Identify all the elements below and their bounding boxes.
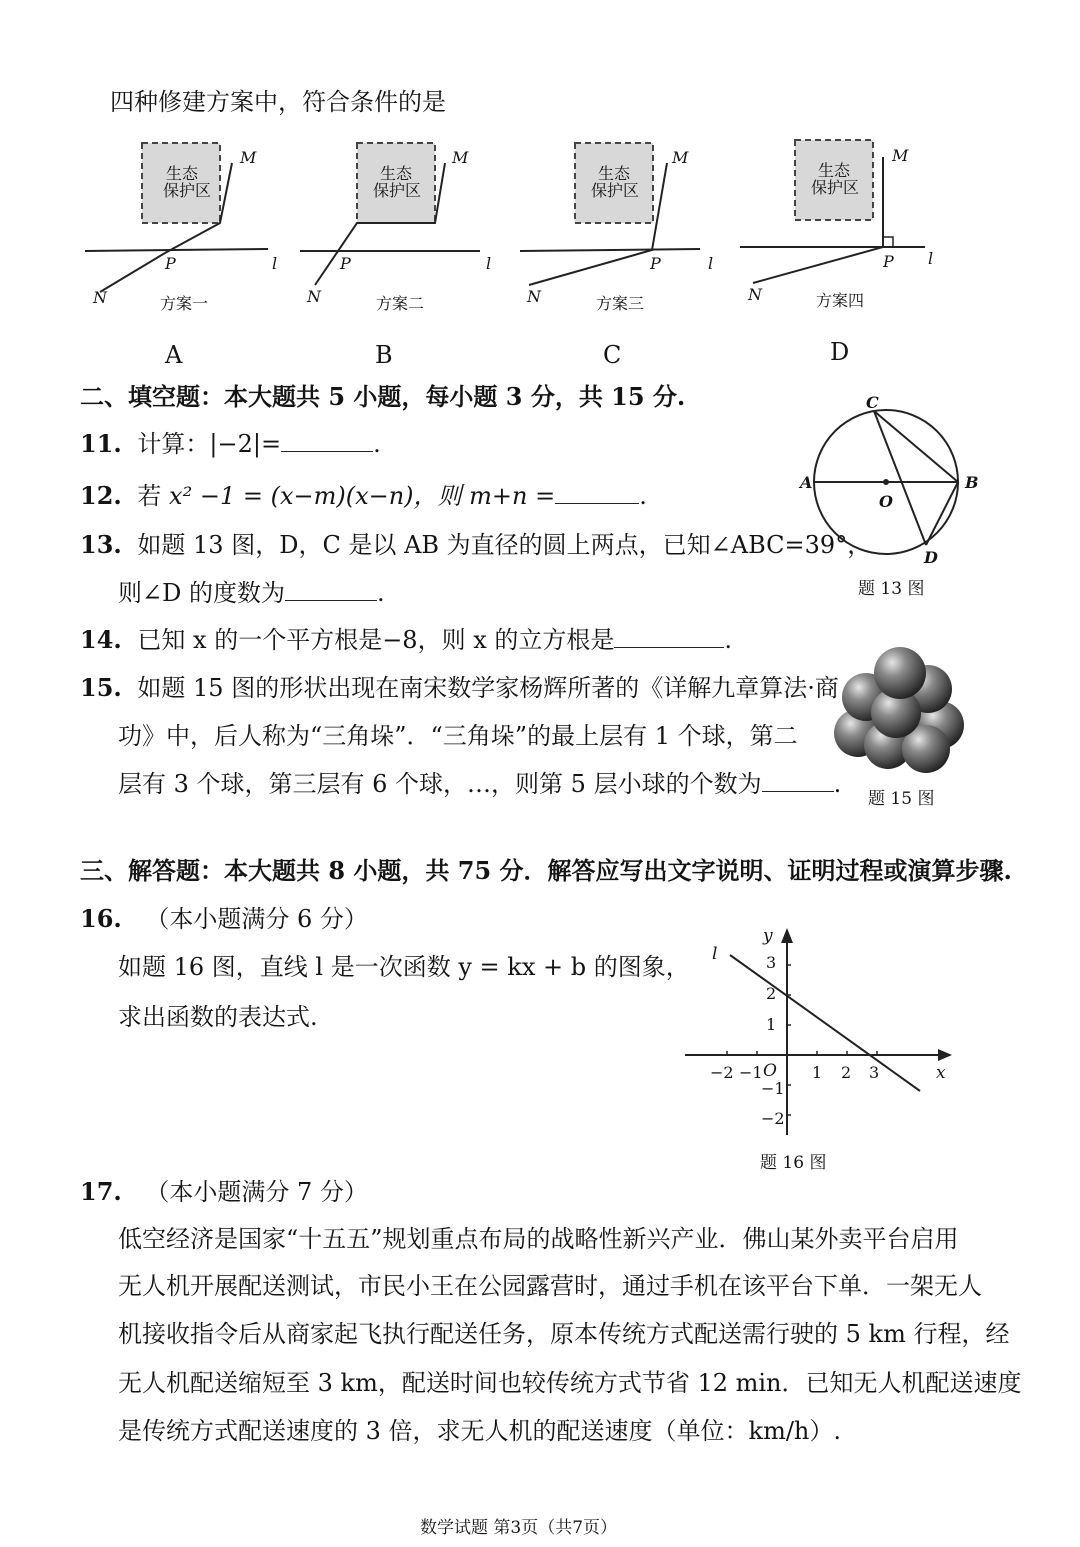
y-tick-neg1: −1: [761, 1079, 785, 1098]
option-D[interactable]: D: [830, 338, 850, 366]
point-N-1: N: [93, 288, 107, 307]
option-B[interactable]: B: [375, 341, 393, 369]
zone-label-2: 保护区: [591, 181, 640, 200]
question-17-line4: 无人机配送缩短至 3 km，配送时间也较传统方式节省 12 min．已知无人机配送速度: [118, 1369, 1022, 1397]
point-B: B: [965, 473, 979, 492]
question-17-line1: 低空经济是国家“十五五”规划重点布局的战略性新兴产业．佛山某外卖平台启用: [118, 1225, 959, 1253]
plan-4-label: 方案四: [816, 291, 865, 310]
plan-1-label: 方案一: [160, 294, 209, 313]
line-l-label-3: l: [708, 254, 714, 273]
question-10-stem: 四种修建方案中，符合条件的是: [110, 88, 446, 116]
answer-blank-12[interactable]: [555, 501, 639, 504]
question-17-line2: 无人机开展配送测试，市民小王在公园露营时，通过手机在该平台下单．一架无人: [118, 1272, 982, 1300]
origin-label: O: [763, 1061, 777, 1081]
y-tick-1: 1: [766, 1015, 777, 1034]
answer-blank-14[interactable]: [614, 645, 724, 648]
section-3-heading: 三、解答题：本大题共 8 小题，共 75 分．解答应写出文字说明、证明过程或演算步骤.: [80, 856, 1012, 885]
question-15: 15. 如题 15 图的形状出现在南宋数学家杨辉所著的《详解九章算法·商: [80, 673, 839, 702]
x-tick-neg2: −2: [710, 1063, 734, 1082]
figure-15-caption: 题 15 图: [868, 789, 935, 809]
option-C[interactable]: C: [603, 341, 622, 369]
figure-15: [830, 645, 970, 780]
question-13-line2: 则∠D 的度数为 .: [118, 579, 385, 607]
x-axis-label: x: [936, 1063, 946, 1083]
x-tick-1: 1: [812, 1063, 823, 1082]
zone-label-1: 生态: [817, 161, 850, 180]
point-N-2: N: [307, 287, 321, 306]
question-16-header: 16. （本小题满分 6 分）: [80, 904, 368, 933]
section-2-heading: 二、填空题：本大题共 5 小题，每小题 3 分，共 15 分.: [80, 382, 686, 411]
y-axis-label: y: [763, 926, 773, 946]
y-tick-2: 2: [766, 984, 777, 1003]
center-dot: [883, 479, 889, 485]
line-l: [520, 249, 700, 251]
segment-CB: [874, 411, 958, 482]
zone-label-2: 保护区: [811, 178, 860, 197]
y-tick-neg2: −2: [761, 1109, 785, 1128]
point-P-2: P: [340, 254, 351, 273]
point-M-1: M: [240, 148, 257, 167]
plan-2-label: 方案二: [376, 294, 425, 313]
question-17-header: 17. （本小题满分 7 分）: [80, 1177, 368, 1206]
answer-blank-11[interactable]: [281, 449, 373, 452]
option-A[interactable]: A: [165, 341, 183, 369]
point-P-4: P: [883, 252, 894, 271]
question-14: 14. 已知 x 的一个平方根是−8，则 x 的立方根是 .: [80, 625, 733, 654]
figure-13-caption: 题 13 图: [858, 579, 925, 599]
question-13: 13. 如题 13 图，D，C 是以 AB 为直径的圆上两点，已知∠ABC=39°，: [80, 530, 872, 559]
zone-label-1: 生态: [379, 164, 412, 183]
point-N-3: N: [527, 287, 541, 306]
segment-DB: [926, 482, 958, 545]
question-17-line3: 机接收指令后从商家起飞执行配送任务，原本传统方式配送需行驶的 5 km 行程，经: [118, 1320, 1010, 1348]
answer-blank-15[interactable]: [762, 789, 834, 792]
zone-label-2: 保护区: [373, 181, 422, 200]
point-A: A: [800, 473, 813, 492]
y-tick-3: 3: [766, 953, 777, 972]
y-axis-arrow: [781, 928, 793, 943]
question-11: 11. 计算：|−2|= .: [80, 429, 381, 458]
right-angle-mark: [883, 237, 893, 247]
point-M-4: M: [892, 146, 909, 165]
question-16-line2: 求出函数的表达式.: [118, 1003, 318, 1031]
question-15-line3: 层有 3 个球，第三层有 6 个球，…，则第 5 层小球的个数为 .: [118, 770, 842, 798]
question-16-line1: 如题 16 图，直线 l 是一次函数 y = kx + b 的图象，: [118, 953, 690, 981]
x-tick-neg1: −1: [739, 1063, 763, 1082]
plan-3-label: 方案三: [596, 294, 645, 313]
zone-label-1: 生态: [165, 164, 198, 183]
question-15-line2: 功》中，后人称为“三角垛”．“三角垛”的最上层有 1 个球，第二: [118, 722, 798, 750]
point-M-2: M: [452, 148, 469, 167]
question-17-line5: 是传统方式配送速度的 3 倍，求无人机的配送速度（单位：km/h）.: [118, 1417, 841, 1445]
point-C: C: [866, 393, 879, 412]
segment-CD: [874, 411, 926, 545]
zone-label-1: 生态: [597, 164, 630, 183]
figure-16: [680, 925, 970, 1145]
point-O: O: [879, 492, 893, 511]
zone-label-2: 保护区: [163, 181, 212, 200]
x-tick-2: 2: [841, 1063, 852, 1082]
figure-13: [800, 395, 980, 575]
question-12: 12. 若 x² −1 = (x−m)(x−n)，则 m+n = .: [80, 481, 647, 510]
x-axis-arrow: [938, 1049, 952, 1061]
line-l-label-2: l: [486, 254, 492, 273]
line-l-label-1: l: [272, 254, 278, 273]
x-tick-3: 3: [869, 1063, 880, 1082]
point-P-1: P: [165, 254, 176, 273]
line-l: [85, 249, 268, 251]
figure-16-caption: 题 16 图: [760, 1153, 827, 1173]
line-l-label-4: l: [928, 249, 934, 268]
point-N-4: N: [748, 285, 762, 304]
page-footer: 数学试题 第3页（共7页）: [420, 1518, 618, 1538]
point-D: D: [924, 548, 938, 567]
point-P-3: P: [650, 254, 661, 273]
answer-blank-13[interactable]: [285, 598, 377, 601]
ball: [874, 647, 926, 699]
graph-line-label: l: [712, 944, 718, 964]
point-M-3: M: [672, 148, 689, 167]
